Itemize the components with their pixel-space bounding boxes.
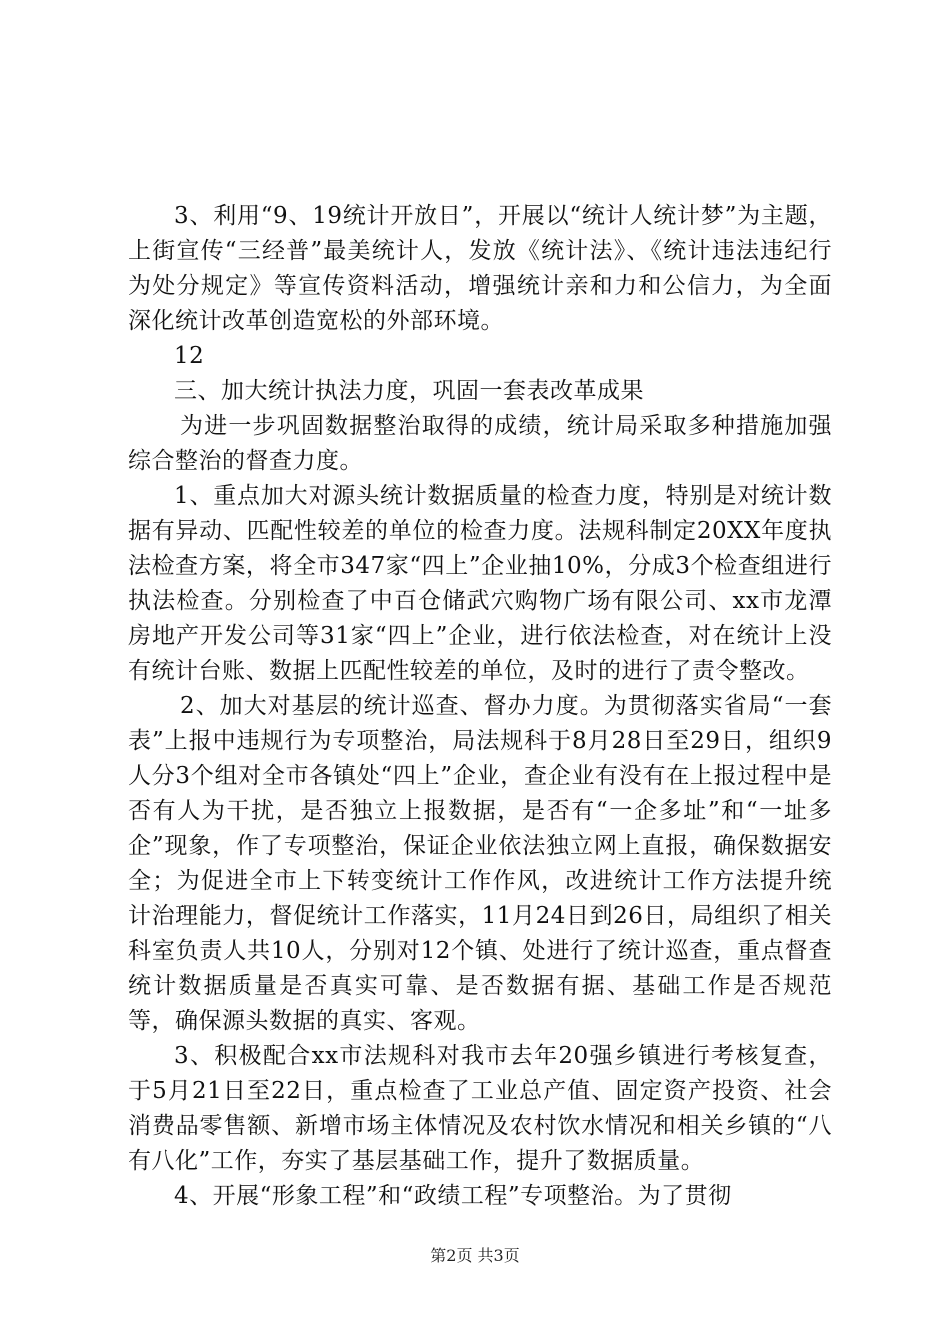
- paragraph-item-2: 2、加大对基层的统计巡查、督办力度。为贯彻落实省局“一套表”上报中违规行为专项整治，局法规科于8月28日至29日，组织9人分3个组对全市各镇处“四上”企业，查企业有没有在上报过程中是否有人为干扰，是否独立上报数据，是否有“一企多址”和“一址多企”现象，作了专项整治，保证企业依法独立网上直报，确保数据安全；为促进全市上下转变统计工作作风，改进统计工作方法提升统计治理能力，督促统计工作落实，11月24日到26日，局组织了相关科室负责人共10人，分别对12个镇、处进行了统计巡查，重点督查统计数据质量是否真实可靠、是否数据有据、基础工作是否规范等，确保源头数据的真实、客观。: [128, 693, 832, 1034]
- document-body: [128, 199, 832, 1214]
- page-footer: 第2页 共3页: [430, 1246, 520, 1265]
- paragraph-number: 12: [174, 343, 205, 369]
- paragraph-item-4: 4、开展“形象工程”和“政绩工程”专项整治。为了贯彻: [174, 1183, 732, 1209]
- paragraph-item-1: 1、重点加大对源头统计数据质量的检查力度，特别是对统计数据有异动、匹配性较差的单位的检查力度。法规科制定20XX年度执法检查方案，将全市347家“四上”企业抽10%，分成3个检查组进行执法检查。分别检查了中百仓储武穴购物广场有限公司、xx市龙潭房地产开发公司等31家“四上”企业，进行依法检查，对在统计上没有统计台账、数据上匹配性较差的单位，及时的进行了责令整改。: [128, 483, 832, 684]
- section-heading: 三、加大统计执法力度，巩固一套表改革成果: [174, 378, 644, 404]
- paragraph-intro: 为进一步巩固数据整治取得的成绩，统计局采取多种措施加强综合整治的督查力度。: [128, 413, 832, 474]
- paragraph-open-day: 3、利用“9、19统计开放日”，开展以“统计人统计梦”为主题，上街宣传“三经普”最美统计人，发放《统计法》、《统计违法违纪行为处分规定》等宣传资料活动，增强统计亲和力和公信力，为全面深化统计改革创造宽松的外部环境。: [128, 203, 832, 334]
- paragraph-item-3: 3、积极配合xx市法规科对我市去年20强乡镇进行考核复查，于5月21日至22日，重点检查了工业总产值、固定资产投资、社会消费品零售额、新增市场主体情况及农村饮水情况和相关乡镇的“八有八化”工作，夯实了基层基础工作，提升了数据质量。: [128, 1043, 832, 1174]
